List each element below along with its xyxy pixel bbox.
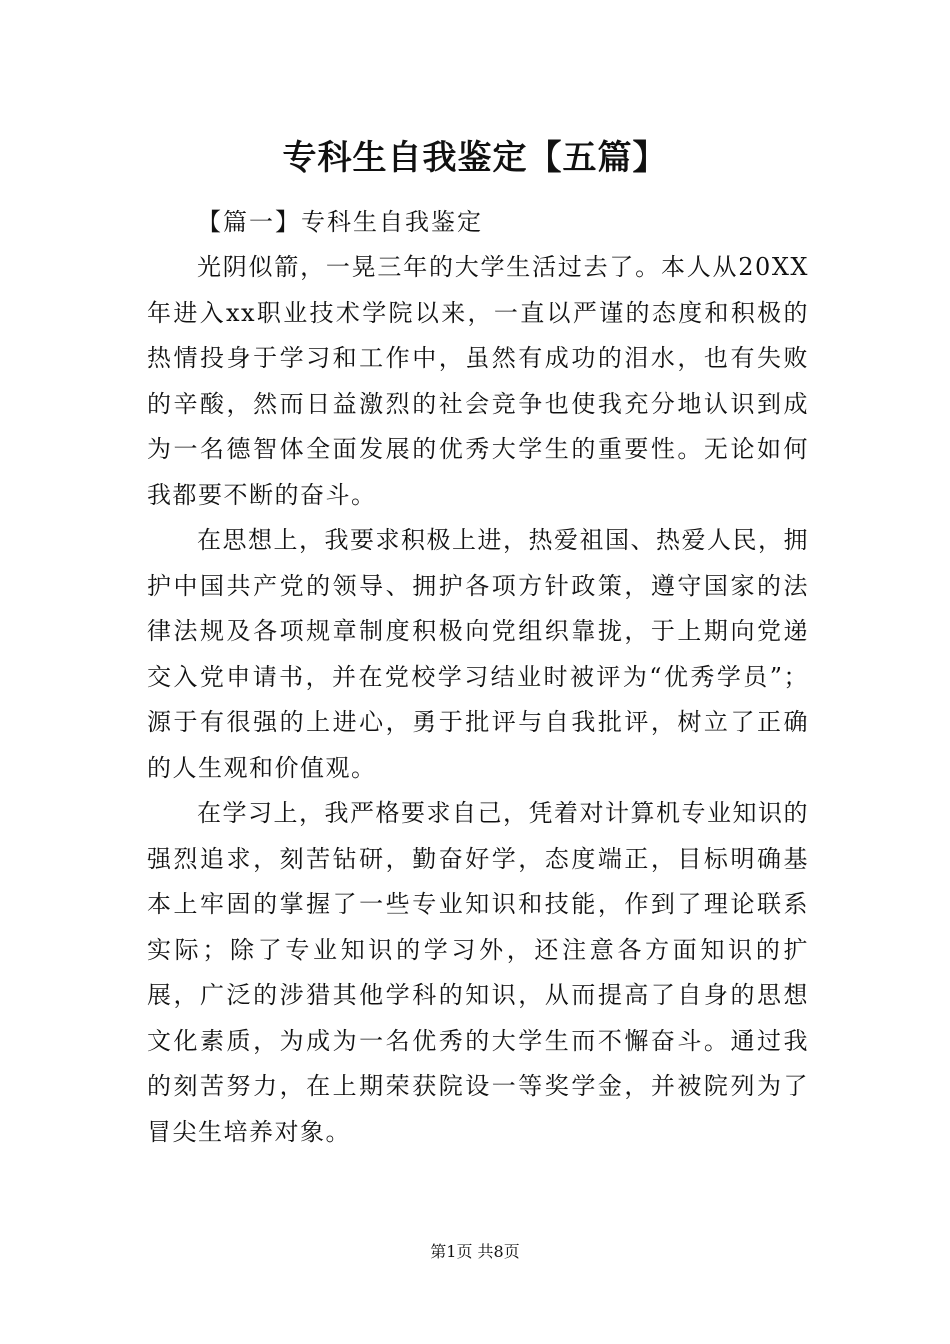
page-footer: 第1页 共8页: [430, 1242, 520, 1261]
section-heading: 【篇一】专科生自我鉴定: [197, 208, 483, 236]
paragraph-study: 在学习上，我严格要求自己，凭着对计算机专业知识的强烈追求，刻苦钻研，勤奋好学，态度端正，目标明确基本上牢固的掌握了一些专业知识和技能，作到了理论联系实际；除了专业知识的学习外，还注意各方面知识的扩展，广泛的涉猎其他学科的知识，从而提高了自身的思想文化素质，为成为一名优秀的大学生而不懈奋斗。通过我的刻苦努力，在上期荣获院设一等奖学金，并被院列为了冒尖生培养对象。: [147, 799, 809, 1146]
paragraph-ideology: 在思想上，我要求积极上进，热爱祖国、热爱人民，拥护中国共产党的领导、拥护各项方针政策，遵守国家的法律法规及各项规章制度积极向党组织靠拢，于上期向党递交入党申请书，并在党校学习结业时被评为“优秀学员”；源于有很强的上进心，勇于批评与自我批评，树立了正确的人生观和价值观。: [147, 526, 809, 782]
document-title: 专科生自我鉴定【五篇】: [282, 138, 668, 178]
paragraph-intro: 光阴似箭，一晃三年的大学生活过去了。本人从20XX年进入xx职业技术学院以来，一直以严谨的态度和积极的热情投身于学习和工作中，虽然有成功的泪水，也有失败的辛酸，然而日益激烈的社会竞争也使我充分地认识到成为一名德智体全面发展的优秀大学生的重要性。无论如何我都要不断的奋斗。: [147, 253, 809, 509]
document-body: [147, 200, 809, 1155]
